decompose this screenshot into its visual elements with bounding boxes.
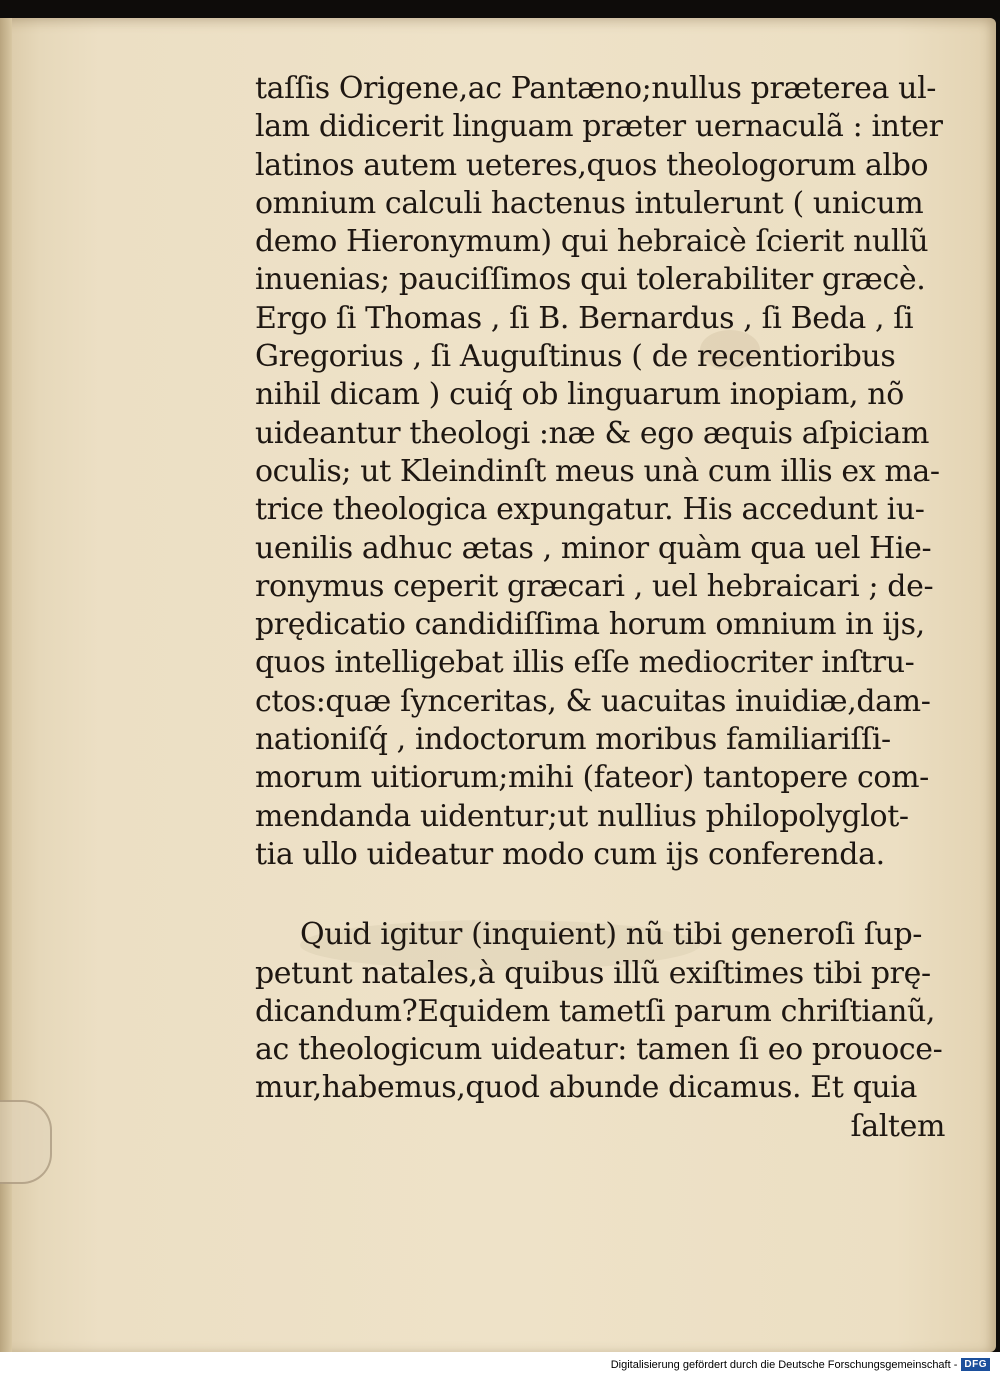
footer-credit: Digitalisierung gefördert durch die Deutsche Forschungsgemeinschaft - <box>610 1358 958 1371</box>
digitization-footer <box>0 1352 1000 1377</box>
text-line: prędicatio candidiſſima horum omnium in ijs, <box>255 607 925 643</box>
text-line: trice theologica expungatur. His accedunt iu- <box>255 492 925 528</box>
text-line: ac theologicum uideatur: tamen ſi eo prouoce- <box>255 1032 943 1068</box>
text-line: tia ullo uideatur modo cum ijs conferenda. <box>255 836 885 872</box>
text-line: lam didicerit linguam præter uernaculã : inter <box>255 109 943 145</box>
text-line: dicandum?Equidem tametſi parum chriſtianũ, <box>255 993 936 1029</box>
text-line: Ergo ſi Thomas , ſi B. Bernardus , ſi Beda , ſi <box>255 300 914 336</box>
text-line: mur,habemus,quod abunde dicamus. Et quia <box>255 1070 917 1106</box>
catchword: ſaltem <box>850 1108 945 1144</box>
text-line: omnium calculi hactenus intulerunt ( unicum <box>255 185 924 221</box>
text-line: ronymus ceperit græcari , uel hebraicari ; de- <box>255 568 934 604</box>
text-line: quos intelligebat illis eſſe mediocriter inſtru- <box>255 645 915 681</box>
page-text <box>255 70 965 1146</box>
text-line: inuenias; pauciſſimos qui tolerabiliter græcè. <box>255 262 926 298</box>
text-line: morum uitiorum;mihi (fateor) tantopere com- <box>255 760 929 796</box>
text-line: nihil dicam ) cuiq́ ob linguarum inopiam, nõ <box>255 377 904 413</box>
text-line: uideantur theologi :næ & ego æquis aſpiciam <box>255 415 930 451</box>
page-tab-mark <box>0 1100 52 1184</box>
text-line: uenilis adhuc ætas , minor quàm qua uel Hie- <box>255 530 932 566</box>
dfg-logo: DFG <box>961 1358 990 1371</box>
text-line: Gregorius , ſi Auguſtinus ( de recentioribus <box>255 339 896 375</box>
text-line: taſſis Origene,ac Pantæno;nullus præterea ul- <box>255 71 936 106</box>
text-line: Quid igitur (inquient) nũ tibi generoſi ſup- <box>300 917 923 953</box>
text-line: ctos:quæ ſynceritas, & uacuitas inuidiæ,dam- <box>255 683 931 719</box>
text-line: nationiſq́ , indoctorum moribus familiariſſi- <box>255 722 891 758</box>
text-line: latinos autem ueteres,quos theologorum albo <box>255 147 929 183</box>
text-line: oculis; ut Kleindinſt meus unà cum illis ex ma- <box>255 453 940 489</box>
text-line: demo Hieronymum) qui hebraicè ſcierit nullũ <box>255 224 929 260</box>
text-line: petunt natales,à quibus illũ exiſtimes tibi prę- <box>255 955 931 991</box>
text-line: mendanda uidentur;ut nullius philopolyglot- <box>255 798 909 834</box>
